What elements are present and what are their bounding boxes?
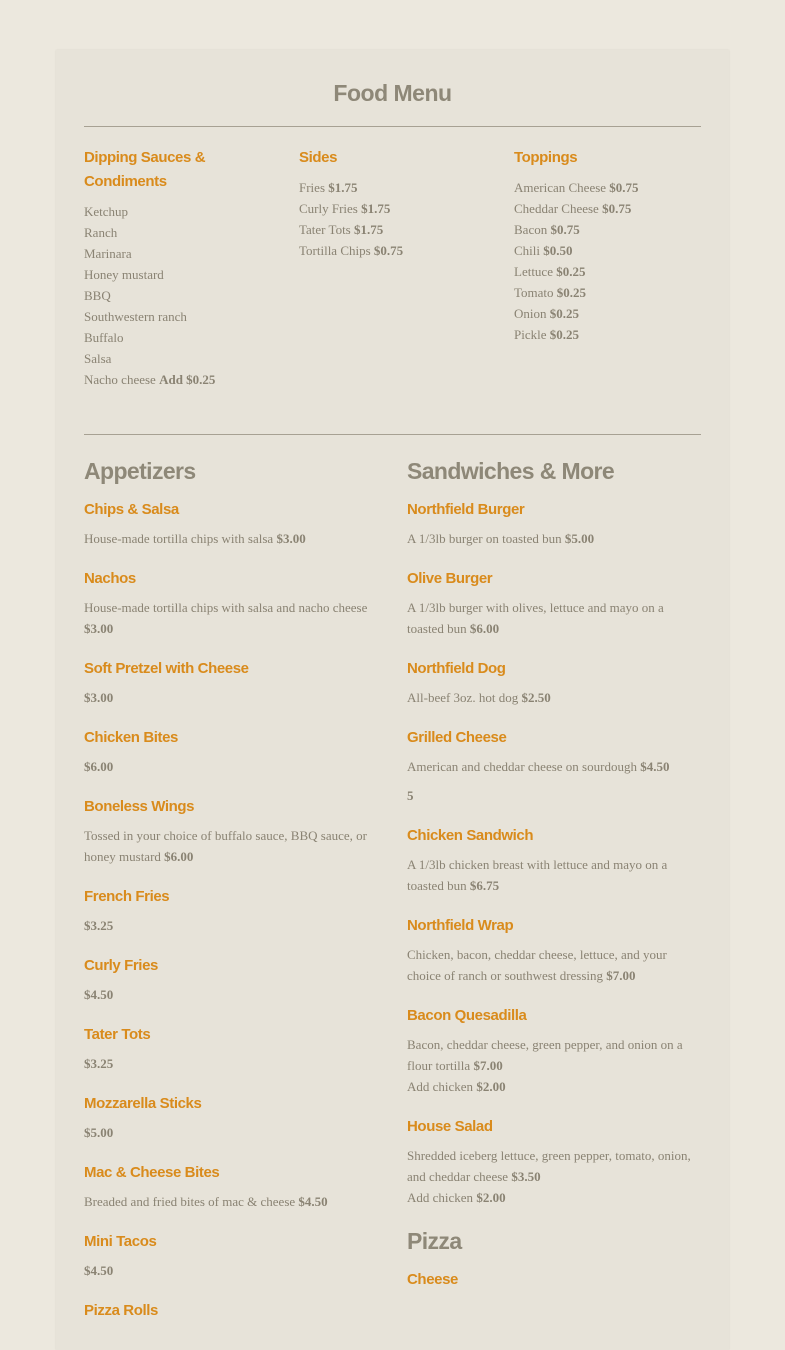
sandwiches-item-name: Olive Burger [407,570,493,587]
appetizers-item-name: French Fries [84,888,170,905]
sandwiches-item [407,1004,702,1097]
sandwiches-item-text: Chicken, bacon, cheddar cheese, lettuce, and your choice of ranch or southwest dressing [407,947,667,983]
appetizers-list [84,498,379,1323]
appetizers-item [84,1299,379,1323]
sandwiches-item-name: House Salad [407,1118,493,1135]
sandwiches-item [407,726,702,777]
pizza-item-name: Cheese [407,1271,458,1288]
toppings-item [514,324,704,345]
dipping-item [84,306,274,327]
appetizers-item-name: Nachos [84,570,136,587]
appetizers-item-desc [84,1260,379,1281]
appetizers-item-name: Pizza Rolls [84,1302,158,1319]
sandwiches-heading: Sandwiches & More [407,458,615,484]
toppings-item [514,303,704,324]
sides-item-price: $1.75 [361,201,391,216]
appetizers-item-price: $3.25 [84,918,114,933]
appetizers-item-name: Curly Fries [84,957,158,974]
toppings-item-name: Tomato [514,285,554,300]
toppings-heading: Toppings [514,149,578,166]
dipping-item [84,369,274,390]
dipping-item [84,243,274,264]
appetizers-item [84,1023,379,1074]
sandwiches-item [407,1115,702,1208]
appetizers-item-desc [84,756,379,777]
appetizers-item-desc [84,1191,379,1212]
appetizers-item-price: $5.00 [84,1125,114,1140]
dipping-item-name: Marinara [84,246,132,261]
sandwiches-item [407,498,702,549]
appetizers-item-name: Soft Pretzel with Cheese [84,660,249,677]
appetizers-item [84,1230,379,1281]
sandwiches-column [407,456,702,1310]
sandwiches-item [407,567,702,639]
dipping-item-name: Buffalo [84,330,124,345]
sandwiches-item-addon [407,1076,702,1097]
appetizers-item-name: Tater Tots [84,1026,151,1043]
dipping-item [84,222,274,243]
appetizers-item-name: Boneless Wings [84,798,195,815]
dipping-item-name: Ketchup [84,204,129,219]
sandwiches-item-name: Northfield Dog [407,660,506,677]
appetizers-item-desc [84,984,379,1005]
sandwiches-item-desc [407,1034,702,1076]
sides-item-price: $1.75 [353,222,384,237]
sandwiches-item-text: Shredded iceberg lettuce, green pepper, tomato, onion, and cheddar cheese [407,1148,691,1184]
sides-item-price: $1.75 [328,180,358,195]
appetizers-item-desc [84,915,379,936]
sandwiches-item-text: American and cheddar cheese on sourdough [407,759,637,774]
appetizers-item-price: $3.25 [84,1056,114,1071]
sandwiches-item-name: Northfield Wrap [407,917,514,934]
divider [84,126,701,127]
appetizers-item-name: Chips & Salsa [84,501,179,518]
sides-item [299,198,489,219]
appetizers-item-name: Mac & Cheese Bites [84,1164,220,1181]
appetizers-item [84,1161,379,1212]
sandwiches-item [407,914,702,986]
sides-item [299,219,489,240]
appetizers-item-desc [84,597,379,639]
sandwiches-item-name: Northfield Burger [407,501,525,518]
toppings-list [514,177,704,345]
appetizers-item-text: Tossed in your choice of buffalo sauce, BBQ sauce, or honey mustard [84,828,367,864]
sides-item [299,177,489,198]
toppings-item-price: $0.50 [543,243,573,258]
toppings-item-price: $0.75 [550,222,580,237]
toppings-item-price: $0.75 [602,201,632,216]
dipping-item-name: Ranch [84,225,118,240]
sandwiches-item-desc [407,528,702,549]
dipping-item [84,264,274,285]
sandwiches-item-price: $3.50 [511,1169,541,1184]
toppings-column [514,146,704,345]
toppings-item-price: $0.25 [556,285,587,300]
sandwiches-addon-price: $2.00 [476,1190,506,1205]
sides-item-name: Fries [299,180,325,195]
sandwiches-item-addon [407,1187,702,1208]
divider [84,434,701,435]
sandwiches-item-text: A 1/3lb burger on toasted bun [407,531,562,546]
appetizers-item-text: Breaded and fried bites of mac & cheese [84,1194,296,1209]
appetizers-item-price: $3.00 [276,531,306,546]
sandwiches-item-price: $6.75 [469,878,500,893]
menu-card [56,50,729,1350]
toppings-item [514,177,704,198]
appetizers-item [84,1092,379,1143]
sandwiches-addon-label: Add chicken [407,1190,474,1205]
toppings-item-name: American Cheese [514,180,607,195]
toppings-item-name: Cheddar Cheese [514,201,599,216]
toppings-item-price: $0.25 [549,327,579,342]
sandwiches-item-name: Grilled Cheese [407,729,507,746]
appetizers-item-price: $6.00 [84,759,114,774]
pizza-list [407,1268,702,1292]
sandwiches-addon-price: $2.00 [476,1079,506,1094]
appetizers-item-name: Mozzarella Sticks [84,1095,202,1112]
sides-item-price: $0.75 [373,243,404,258]
appetizers-item-desc [84,528,379,549]
toppings-item-price: $0.75 [609,180,639,195]
dipping-item [84,285,274,306]
sandwiches-item-text: A 1/3lb chicken breast with lettuce and mayo on a toasted bun [407,857,668,893]
sides-item [299,240,489,261]
sandwiches-item-desc [407,944,702,986]
appetizers-item [84,498,379,549]
dipping-list [84,201,274,390]
dipping-column [84,146,274,390]
dipping-item [84,348,274,369]
sandwiches-item-desc [407,597,702,639]
appetizers-item [84,657,379,708]
sides-column [299,146,489,261]
dipping-item-name: BBQ [84,288,111,303]
appetizers-item-price: $4.50 [84,1263,114,1278]
dipping-item-name: Nacho cheese [84,372,156,387]
sandwiches-item-desc [407,1145,702,1187]
sides-item-name: Tortilla Chips [299,243,371,258]
appetizers-item-text: House-made tortilla chips with salsa [84,531,274,546]
sides-item-name: Tater Tots [299,222,351,237]
sandwiches-item-price: $7.00 [606,968,636,983]
sandwiches-item-desc [407,756,702,777]
sandwiches-item-desc [407,687,702,708]
sandwiches-item-price: $4.50 [640,759,670,774]
appetizers-item-text: House-made tortilla chips with salsa and nacho cheese [84,600,368,615]
dipping-heading: Dipping Sauces & Condiments [84,149,206,190]
sandwiches-item-price: $5.00 [564,531,595,546]
appetizers-column [84,456,379,1341]
appetizers-item-price: $4.50 [298,1194,328,1209]
appetizers-item-price: $3.00 [84,621,114,636]
dipping-item-name: Salsa [84,351,112,366]
appetizers-item-name: Chicken Bites [84,729,178,746]
stray-text: 5 [407,788,414,803]
appetizers-item-price: $3.00 [84,690,114,705]
sandwiches-item-price: $2.50 [521,690,551,705]
sandwiches-addon-label: Add chicken [407,1079,474,1094]
sides-item-name: Curly Fries [299,201,358,216]
pizza-heading: Pizza [407,1228,462,1254]
appetizers-item-price: $4.50 [84,987,114,1002]
sandwiches-item-price: $6.00 [469,621,500,636]
sandwiches-item-text: Bacon, cheddar cheese, green pepper, and onion on a flour tortilla [407,1037,683,1073]
appetizers-item [84,885,379,936]
appetizers-item-desc [84,1122,379,1143]
sides-list [299,177,489,261]
sandwiches-item-price: $7.00 [473,1058,503,1073]
toppings-item-name: Chili [514,243,541,258]
page-title: Food Menu [333,80,452,106]
sides-heading: Sides [299,149,338,166]
dipping-item [84,327,274,348]
appetizers-item [84,954,379,1005]
toppings-item-name: Bacon [514,222,548,237]
toppings-item-name: Pickle [514,327,547,342]
toppings-item [514,240,704,261]
appetizers-item-desc [84,825,379,867]
sandwiches-item-name: Bacon Quesadilla [407,1007,527,1024]
sandwiches-list [407,498,702,1208]
toppings-item-name: Onion [514,306,547,321]
sandwiches-item-desc [407,854,702,896]
pizza-item [407,1268,702,1292]
sandwiches-item-name: Chicken Sandwich [407,827,534,844]
dipping-item [84,201,274,222]
appetizers-item [84,726,379,777]
toppings-item-price: $0.25 [556,264,586,279]
dipping-item-price: Add $0.25 [159,372,216,387]
toppings-item [514,219,704,240]
toppings-item-name: Lettuce [514,264,553,279]
sandwiches-item [407,824,702,896]
toppings-item [514,198,704,219]
dipping-item-name: Southwestern ranch [84,309,187,324]
sandwiches-item-text: All-beef 3oz. hot dog [407,690,519,705]
toppings-item [514,261,704,282]
appetizers-item-name: Mini Tacos [84,1233,157,1250]
appetizers-heading: Appetizers [84,458,196,484]
appetizers-item [84,567,379,639]
appetizers-item-price: $6.00 [164,849,194,864]
appetizers-item [84,795,379,867]
sandwiches-item-text: A 1/3lb burger with olives, lettuce and mayo on a toasted bun [407,600,664,636]
toppings-item-price: $0.25 [549,306,579,321]
toppings-item [514,282,704,303]
dipping-item-name: Honey mustard [84,267,164,282]
appetizers-item-desc [84,687,379,708]
appetizers-item-desc [84,1053,379,1074]
sandwiches-item [407,657,702,708]
